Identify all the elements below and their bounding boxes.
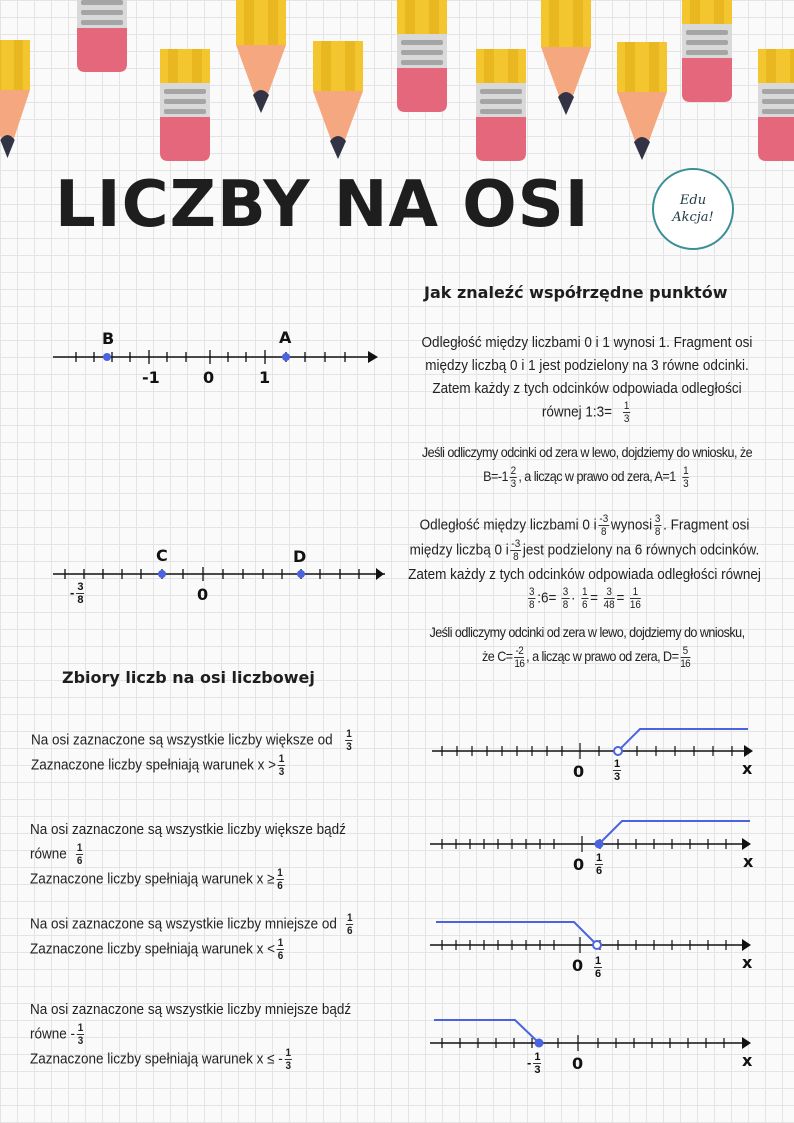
paragraph-2: Jeśli odliczymy odcinki od zera w lewo, dojdziemy do wniosku, że B=-1 $\frac{2}{3}$ , a licząc w prawo od zera, A=1 $\frac{1}{3}$: [421, 444, 753, 490]
label-b: B: [102, 329, 115, 348]
set-description-3: Na osi zaznaczone są wszystkie liczby mniejsze od $\frac{1}{6}$ Zaznaczone liczby spełniają warunek x < $\frac{1}{6}$: [30, 912, 353, 962]
paragraph-4: Jeśli odliczymy odcinki od zera w lewo, dojdziemy do wniosku, że C= $\frac{-2}{16}$ , a licząc w prawo od zera, D= $\frac{5}{16}$: [429, 624, 745, 670]
pencil-icon: [0, 40, 30, 158]
page-title: LICZBY NA OSI: [55, 168, 590, 242]
pencil-icon: [397, 0, 447, 112]
closed-point: [535, 1039, 544, 1048]
set4-x-label: x: [742, 1051, 753, 1070]
set1-x-label: x: [742, 759, 753, 778]
pencil-icon: [617, 42, 667, 160]
section2-heading: Zbiory liczb na osi liczbowej: [62, 668, 315, 687]
set3-zero-label: 0: [572, 956, 584, 975]
set-description-1: Na osi zaznaczone są wszystkie liczby większe od $\frac{1}{3}$ Zaznaczone liczby spełniają warunek x > $\frac{1}{3}$: [31, 728, 352, 778]
label-a: A: [279, 328, 292, 347]
pencil-icon: [77, 0, 127, 72]
tick-label-0-axis2: 0: [197, 585, 209, 604]
label-d: D: [293, 547, 307, 566]
pencil-icon: [160, 49, 210, 161]
pencil-icon: [236, 0, 286, 113]
number-line-1: [50, 325, 385, 390]
set4-tick-fraction: - $\frac{1}{3}$: [527, 1051, 541, 1076]
closed-point: [595, 840, 604, 849]
set1-tick-fraction: $\frac{1}{3}$: [614, 758, 621, 783]
section1-heading: Jak znaleźć współrzędne punktów: [424, 283, 728, 302]
logo-line-1: Edu: [679, 193, 707, 208]
logo-line-2: Akcja!: [672, 210, 714, 225]
pencil-icon: [476, 49, 526, 161]
paragraph-3: Odległość między liczbami 0 i $\frac{-3}{8}$ wynosi $\frac{3}{8}$ . Fragment osi między liczbą 0 i $\frac{-3}{8}$ jest podzielony na 6 równych odcinków. Zatem każdy z tych odcinków odpowiada odległości równej $\frac{3}{8}$ :6= $\frac{3}{8}$ · $\frac{1}{6}$ = $\frac{3}{48}$ = $\frac{1}{16}$: [408, 513, 761, 611]
set-number-line-4: [428, 1013, 758, 1058]
pencils-decoration: [0, 0, 794, 165]
set-number-line-3: [428, 915, 758, 960]
set3-x-label: x: [742, 953, 753, 972]
point-b: [103, 353, 111, 361]
pencil-icon: [313, 41, 363, 159]
logo-badge: [652, 168, 734, 250]
set-description-2: Na osi zaznaczone są wszystkie liczby większe bądź równe $\frac{1}{6}$ Zaznaczone liczby spełniają warunek x ≥ $\frac{1}{6}$: [30, 821, 346, 892]
set-description-4: Na osi zaznaczone są wszystkie liczby mniejsze bądź równe - $\frac{1}{3}$ Zaznaczone liczby spełniają warunek x ≤ - $\frac{1}{3}$: [30, 1001, 352, 1072]
pencil-icon: [758, 49, 794, 161]
tick-label-minus-3-8: - $\frac{3}{8}$: [70, 581, 84, 606]
open-point: [614, 747, 622, 755]
point-a: [282, 353, 290, 361]
open-point: [593, 941, 601, 949]
point-d: [297, 570, 305, 578]
set2-x-label: x: [743, 852, 754, 871]
set4-zero-label: 0: [572, 1054, 584, 1073]
point-c: [158, 570, 166, 578]
set3-tick-fraction: $\frac{1}{6}$: [595, 955, 602, 980]
paragraph-1: Odległość między liczbami 0 i 1 wynosi 1. Fragment osi między liczbą 0 i 1 jest podzielony na 3 równe odcinki. Zatem każdy z tych odcinków odpowiada odległości równej 1:3= $\frac{1}{3}$: [421, 334, 753, 425]
pencil-icon: [682, 0, 732, 102]
tick-label-minus-1: -1: [142, 368, 160, 387]
number-line-2: [50, 555, 385, 595]
label-c: C: [156, 546, 168, 565]
tick-label-0: 0: [203, 368, 215, 387]
set2-tick-fraction: $\frac{1}{6}$: [596, 852, 603, 877]
set2-zero-label: 0: [573, 855, 585, 874]
set-number-line-1: [430, 720, 760, 765]
tick-label-1: 1: [259, 368, 271, 387]
set1-zero-label: 0: [573, 762, 585, 781]
pencil-icon: [541, 0, 591, 115]
